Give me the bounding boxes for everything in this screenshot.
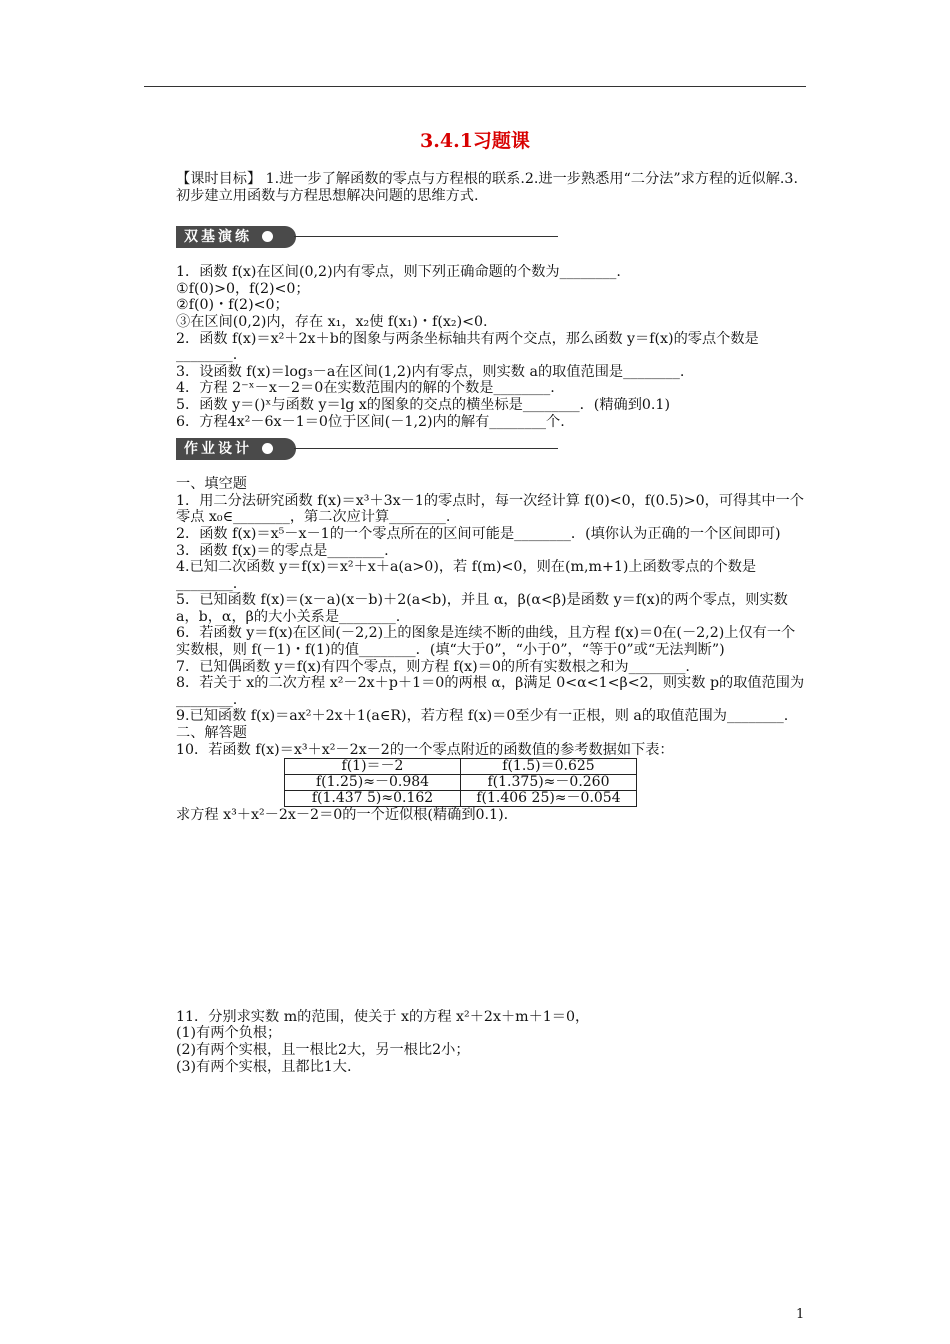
list-item: 3．设函数 f(x)＝log₃－a在区间(1,2)内有零点，则实数 a的取值范围是________.: [176, 363, 685, 380]
list-item: (3)有两个实根，且都比1大.: [176, 1058, 352, 1075]
list-item: 4.已知二次函数 y＝f(x)＝x²＋x＋a(a>0)，若 f(m)<0，则在(m,m+1)上函数零点的个数是________.: [176, 559, 757, 592]
list-item: 8．若关于 x的二次方程 x²－2x＋p＋1＝0的两根 α，β满足 0<α<1<β<2，则实数 p的取值范围为________.: [176, 675, 805, 708]
lesson-goal: 【课时目标】 1.进一步了解函数的零点与方程根的联系.2.进一步熟悉用“二分法”求方程的近似解.3.初步建立用函数与方程思想解决问题的思维方式.: [176, 171, 798, 204]
page-number: 1: [796, 1307, 805, 1322]
reference-table: [284, 758, 637, 807]
table-cell: f(1.375)≈－0.260: [461, 775, 637, 791]
list-item: 7．已知偶函数 y＝f(x)有四个零点，则方程 f(x)＝0的所有实数根之和为________.: [176, 658, 690, 675]
list-item: 11．分别求实数 m的范围，使关于 x的方程 x²＋2x＋m＋1＝0，: [176, 1008, 590, 1025]
table-row: [285, 775, 637, 791]
list-item: 1．函数 f(x)在区间(0,2)内有零点，则下列正确命题的个数为________.: [176, 264, 621, 281]
list-item: 3．函数 f(x)＝的零点是________.: [176, 542, 389, 559]
circle-icon: [262, 443, 273, 454]
section-header-homework: [176, 438, 808, 462]
page-title: 3.4.1习题课: [420, 130, 530, 152]
list-item: 4．方程 2⁻ˣ－x－2＝0在实数范围内的解的个数是________.: [176, 380, 555, 397]
list-item: (1)有两个负根；: [176, 1025, 282, 1042]
list-item: 2．函数 f(x)＝x²＋2x＋b的图象与两条坐标轴共有两个交点，那么函数 y＝f(x)的零点个数是________.: [176, 330, 759, 364]
section-rule: [294, 236, 558, 237]
section-badge: 双基演练: [176, 226, 296, 248]
list-item: 求方程 x³＋x²－2x－2＝0的一个近似根(精确到0.1).: [176, 807, 509, 824]
list-item: 5．已知函数 f(x)＝(x－a)(x－b)＋2(a<b)，并且 α，β(α<β)是函数 y＝f(x)的两个零点，则实数 a，b，α，β的大小关系是________.: [176, 592, 788, 625]
table-cell: f(1.437 5)≈0.162: [285, 791, 461, 807]
table-cell: f(1)＝－2: [285, 759, 461, 775]
list-item: (2)有两个实根，且一根比2大，另一根比2小；: [176, 1042, 470, 1058]
list-item: 5．函数 y＝()ˣ与函数 y＝lg x的图象的交点的横坐标是________．(精确到0.1): [176, 396, 670, 413]
worksheet-body: [176, 171, 808, 1075]
table-cell: f(1.25)≈－0.984: [285, 775, 461, 791]
section-badge: 作业设计: [176, 438, 296, 460]
section-header-basic: [176, 226, 808, 250]
subsection-heading: 二、解答题: [176, 725, 247, 742]
list-item: 9.已知函数 f(x)＝ax²＋2x＋1(a∈R)，若方程 f(x)＝0至少有一正根，则 a的取值范围为________.: [176, 708, 789, 725]
list-item: 2．函数 f(x)＝x⁵－x－1的一个零点所在的区间可能是________．(填你认为正确的一个区间即可): [176, 525, 781, 542]
header-rule: [144, 86, 806, 87]
list-item: 6．若函数 y＝f(x)在区间(－2,2)上的图象是连续不断的曲线，且方程 f(x)＝0在(－2,2)上仅有一个实数根，则 f(－1)・f(1)的值________．(填“大于0”，“小于0”，“等于0”或“无法判断”): [176, 625, 796, 659]
list-item: ①f(0)>0，f(2)<0；: [176, 280, 310, 297]
table-cell: f(1.5)＝0.625: [461, 759, 637, 775]
circle-icon: [262, 231, 273, 242]
section-rule: [294, 448, 558, 449]
table-row: [285, 791, 637, 807]
list-item: ③在区间(0,2)内，存在 x₁，x₂使 f(x₁)・f(x₂)<0.: [176, 313, 488, 330]
table-cell: f(1.406 25)≈－0.054: [461, 791, 637, 807]
list-item: 10．若函数 f(x)＝x³＋x²－2x－2的一个零点附近的函数值的参考数据如下表：: [176, 741, 674, 758]
table-row: [285, 759, 637, 775]
list-item: ②f(0)・f(2)<0；: [176, 297, 289, 314]
subsection-heading: 一、填空题: [176, 476, 247, 493]
list-item: 1．用二分法研究函数 f(x)＝x³＋3x－1的零点时，每一次经计算 f(0)<0，f(0.5)>0，可得其中一个零点 x₀∈________，第二次应计算________.: [176, 492, 804, 526]
list-item: 6．方程4x²－6x－1＝0位于区间(－1,2)内的解有________个.: [176, 413, 565, 430]
